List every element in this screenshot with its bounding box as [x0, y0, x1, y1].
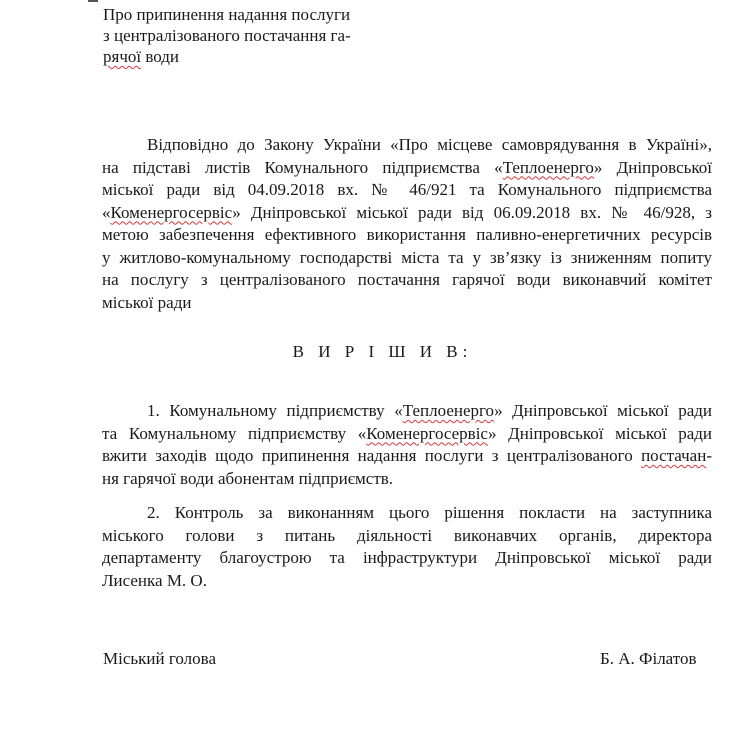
item-line: департаменту благоустрою та інфраструктури Дніпровської міської ради	[102, 548, 712, 567]
subject-line-2: з централізованого постачання га-	[103, 26, 351, 45]
signature-title: Міський голова	[103, 649, 216, 668]
item-line: ня гарячої води абонентам підприємств.	[102, 468, 394, 488]
spellcheck-flagged-word[interactable]: Теплоенерго	[402, 401, 495, 420]
signature-name: Б. А. Філатов	[600, 649, 697, 668]
preamble-line: «Коменергосервіс» Дніпровської міської ради від 06.09.2018 вх. № 46/928, з	[102, 202, 712, 222]
preamble-line: на послугу з централізованого постачання гарячої води виконавчий комітет	[102, 270, 712, 289]
item-line: вжити заходів щодо припинення надання послуги з централізованого постачан-	[102, 446, 712, 465]
decision-item-1	[102, 400, 712, 490]
preamble-paragraph	[102, 134, 712, 314]
item-line: та Комунальному підприємству «Коменергосервіс» Дніпровської міської ради	[102, 423, 712, 443]
spellcheck-flagged-word[interactable]: постачан	[641, 446, 707, 465]
spellcheck-flagged-word[interactable]: рячої	[103, 47, 142, 66]
item-line: міського голови з питань діяльності виконавчих органів, директора	[102, 525, 712, 545]
item-line: 1. Комунальному підприємству «Теплоенерго» Дніпровської міської ради	[147, 401, 712, 420]
spellcheck-flagged-word[interactable]: Теплоенерго	[502, 157, 594, 177]
preamble-line: у житлово-комунальному господарстві міста та у зв’язку із зниженням попиту	[102, 247, 712, 267]
document-subject	[103, 4, 433, 67]
page-corner-mark	[88, 0, 98, 2]
subject-line-1: Про припинення надання послуги	[103, 5, 351, 24]
subject-line-3: рячої води	[103, 47, 180, 66]
item-line: 2. Контроль за виконанням цього рішення покласти на заступника	[147, 503, 712, 522]
spellcheck-flagged-word[interactable]: Коменергосервіс	[366, 423, 488, 443]
decision-heading: В И Р І Ш И В:	[292, 342, 473, 361]
item-line: Лисенка М. О.	[102, 570, 207, 590]
spellcheck-flagged-word[interactable]: Коменергосервіс	[110, 202, 233, 222]
preamble-line: міської ради	[102, 292, 192, 312]
preamble-line: Відповідно до Закону України «Про місцеве самоврядування в Україні»,	[147, 135, 712, 154]
preamble-line: метою забезпечення ефективного використання паливно-енергетичних ресурсів	[102, 225, 712, 244]
preamble-line: на підставі листів Комунального підприємства «Теплоенерго» Дніпровської	[102, 157, 712, 177]
preamble-line: міської ради від 04.09.2018 вх. № 46/921 та Комунального підприємства	[102, 180, 712, 199]
decision-item-2	[102, 502, 712, 592]
